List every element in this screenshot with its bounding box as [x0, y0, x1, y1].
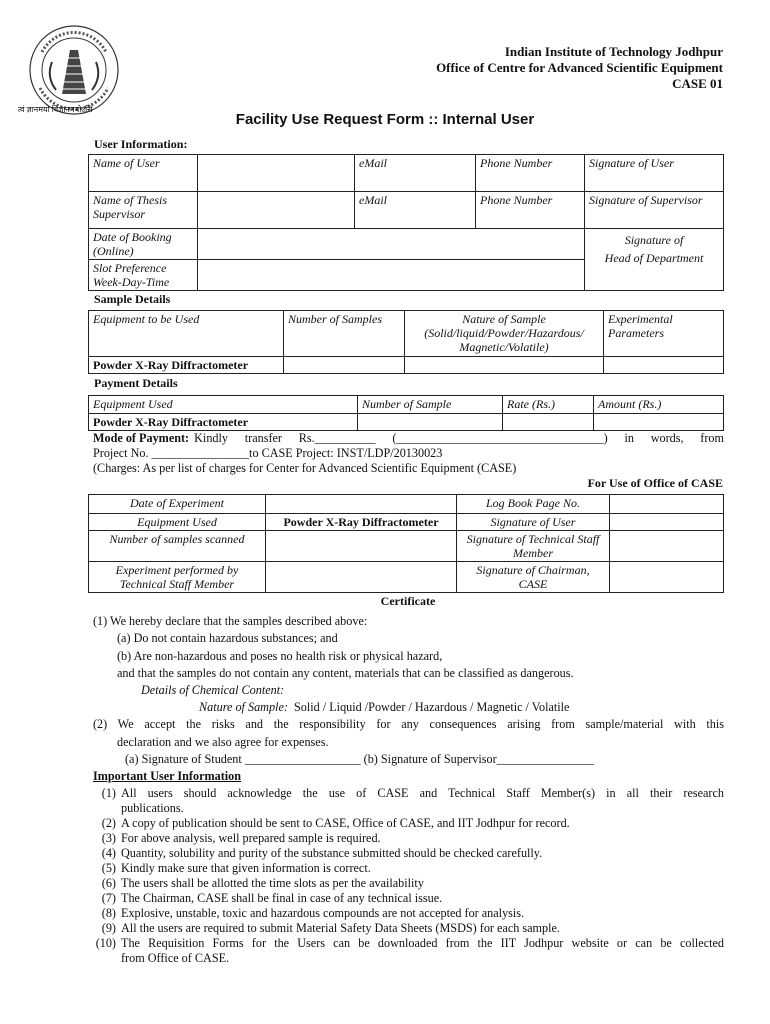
- important-item-text: Explosive, unstable, toxic and hazardous compounds are not accepted for analysis.: [121, 906, 525, 920]
- certificate-heading: Certificate: [380, 594, 436, 608]
- sample-details-heading: Sample Details: [94, 292, 171, 306]
- payment-col-number: Number of Sample: [358, 396, 503, 414]
- sample-col-nature: Nature of Sample (Solid/liquid/Powder/Hazardous/ Magnetic/Volatile): [405, 311, 604, 357]
- important-item-text: Quantity, solubility and purity of the substance submitted should be checked carefully.: [121, 846, 543, 860]
- cert-nature-label: Nature of Sample:: [199, 700, 288, 714]
- name-of-user-field[interactable]: [198, 155, 355, 192]
- date-booking-label: Date of Booking (Online): [89, 229, 198, 260]
- sig-user-label: Signature of User: [585, 155, 724, 192]
- sample-params-field[interactable]: [604, 357, 724, 374]
- payment-col-amount: Amount (Rs.): [594, 396, 724, 414]
- cert-signatures: (a) Signature of Student ___________________ (b) Signature of Supervisor________________: [125, 752, 595, 766]
- important-item-text: The users shall be allotted the time slots as per the availability: [121, 876, 424, 890]
- important-item-text: All the users are required to submit Material Safety Data Sheets (MSDS) for each sample.: [121, 921, 560, 935]
- office-use-heading: For Use of Office of CASE: [587, 476, 723, 490]
- sample-equipment-value: Powder X-Ray Diffractometer: [89, 357, 284, 374]
- important-item: [86, 891, 724, 906]
- important-item: [86, 786, 724, 816]
- important-item-number: (3): [101, 831, 116, 845]
- slot-pref-field[interactable]: [198, 260, 585, 291]
- cert-details: Details of Chemical Content:: [141, 683, 285, 697]
- office-name: Office of Centre for Advanced Scientific Equipment: [436, 60, 723, 75]
- important-item: [86, 906, 724, 921]
- logo-motto: त्वं ज्ञानमयो विज्ञानमयोऽसि: [18, 105, 93, 114]
- important-item-number: (9): [101, 921, 116, 935]
- important-item-text-cont: publications.: [121, 801, 184, 815]
- sample-col-params: Experimental Parameters: [604, 311, 724, 357]
- payment-number-field[interactable]: [358, 414, 503, 431]
- sig-user-office-label: Signature of User: [457, 514, 610, 531]
- sample-col-equipment: Equipment to be Used: [89, 311, 284, 357]
- mode-of-payment-text: Kindly transfer Rs.__________ (__________________________________) in words, from: [194, 431, 724, 445]
- slot-pref-label: Slot Preference Week-Day-Time: [89, 260, 198, 291]
- supervisor-phone-label: Phone Number: [476, 192, 585, 229]
- user-info-table: [88, 154, 724, 291]
- equip-used-label: Equipment Used: [89, 514, 266, 531]
- important-item: [86, 921, 724, 936]
- important-heading: Important User Information: [93, 769, 242, 783]
- important-item-number: (7): [101, 891, 116, 905]
- important-item-text: The Chairman, CASE shall be final in case of any technical issue.: [121, 891, 443, 905]
- cert-p2a: (2) We accept the risks and the responsibility for any consequences arising from sample/material with this: [93, 717, 724, 731]
- user-info-heading: User Information:: [94, 137, 188, 151]
- important-item-text: All users should acknowledge the use of CASE and Technical Staff Member(s) in all their research: [121, 786, 724, 800]
- equip-used-value: Powder X-Ray Diffractometer: [266, 514, 457, 531]
- cert-p1: (1) We hereby declare that the samples described above:: [93, 614, 368, 628]
- important-item-number: (1): [101, 786, 116, 800]
- project-line: Project No. ________________to CASE Project: INST/LDP/20130023: [93, 446, 443, 460]
- important-item-text: The Requisition Forms for the Users can be downloaded from the IIT Jodhpur website or can be collected: [121, 936, 724, 950]
- payment-col-rate: Rate (Rs.): [503, 396, 594, 414]
- sig-hod-cell: [585, 229, 724, 291]
- payment-equipment-value: Powder X-Ray Diffractometer: [89, 414, 358, 431]
- date-exp-field[interactable]: [266, 495, 457, 514]
- date-booking-field[interactable]: [198, 229, 585, 260]
- num-scanned-label: Number of samples scanned: [89, 531, 266, 562]
- sig-hod-line2: Head of Department: [604, 251, 704, 265]
- cert-nature: [199, 700, 569, 715]
- payment-table: [88, 395, 724, 431]
- cert-c: and that the samples do not contain any content, materials that can be classified as dangerous.: [117, 666, 574, 680]
- date-exp-label: Date of Experiment: [89, 495, 266, 514]
- supervisor-field[interactable]: [198, 192, 355, 229]
- institute-name: Indian Institute of Technology Jodhpur: [504, 44, 723, 59]
- important-item: [86, 876, 724, 891]
- name-of-user-label: Name of User: [89, 155, 198, 192]
- important-item: [86, 816, 724, 831]
- cert-b: (b) Are non-hazardous and poses no health risk or physical hazard,: [117, 649, 443, 663]
- supervisor-label: Name of Thesis Supervisor: [89, 192, 198, 229]
- important-item: [86, 861, 724, 876]
- important-item-number: (2): [101, 816, 116, 830]
- sample-number-field[interactable]: [284, 357, 405, 374]
- sig-tech-label: Signature of Technical Staff Member: [457, 531, 610, 562]
- mode-of-payment-label: Mode of Payment:: [93, 431, 190, 445]
- cert-a: (a) Do not contain hazardous substances; and: [117, 631, 338, 645]
- sample-col-number: Number of Samples: [284, 311, 405, 357]
- sig-user-office-field[interactable]: [610, 514, 724, 531]
- sig-tech-field[interactable]: [610, 531, 724, 562]
- sig-supervisor-label: Signature of Supervisor: [585, 192, 724, 229]
- important-list: [86, 786, 724, 966]
- log-book-field[interactable]: [610, 495, 724, 514]
- sig-hod-line1: Signature of: [624, 233, 684, 247]
- important-item: [86, 831, 724, 846]
- payment-details-heading: Payment Details: [94, 376, 178, 390]
- sig-chair-label: Signature of Chairman, CASE: [457, 562, 610, 593]
- important-item-text: Kindly make sure that given information is correct.: [121, 861, 371, 875]
- email-label: eMail: [355, 155, 476, 192]
- page-title: Facility Use Request Form :: Internal User: [235, 111, 535, 128]
- office-use-table: [88, 494, 724, 593]
- important-item-text: A copy of publication should be sent to CASE, Office of CASE, and IIT Jodhpur for record.: [121, 816, 570, 830]
- sample-table: [88, 310, 724, 374]
- sample-nature-field[interactable]: [405, 357, 604, 374]
- charges-note: (Charges: As per list of charges for Center for Advanced Scientific Equipment (CASE): [93, 461, 517, 475]
- important-item-text-cont: from Office of CASE.: [121, 951, 230, 965]
- important-item: [86, 846, 724, 861]
- form-code: CASE 01: [672, 76, 723, 91]
- supervisor-email-label: eMail: [355, 192, 476, 229]
- phone-label: Phone Number: [476, 155, 585, 192]
- exp-by-label: Experiment performed by Technical Staff Member: [89, 562, 266, 593]
- num-scanned-field[interactable]: [266, 531, 457, 562]
- log-book-label: Log Book Page No.: [457, 495, 610, 514]
- important-item-number: (4): [101, 846, 116, 860]
- cert-nature-values: Solid / Liquid /Powder / Hazardous / Magnetic / Volatile: [294, 700, 570, 714]
- payment-rate-field[interactable]: [503, 414, 594, 431]
- important-item: [86, 936, 724, 966]
- important-item-number: (8): [101, 906, 116, 920]
- payment-amount-field[interactable]: [594, 414, 724, 431]
- important-item-number: (5): [101, 861, 116, 875]
- sig-chair-field[interactable]: [610, 562, 724, 593]
- important-item-number: (6): [101, 876, 116, 890]
- exp-by-field[interactable]: [266, 562, 457, 593]
- important-item-number: (10): [95, 936, 116, 950]
- payment-col-equipment: Equipment Used: [89, 396, 358, 414]
- cert-p2b: declaration and we also agree for expenses.: [117, 735, 329, 749]
- important-item-text: For above analysis, well prepared sample is required.: [121, 831, 381, 845]
- mode-of-payment: [93, 431, 724, 446]
